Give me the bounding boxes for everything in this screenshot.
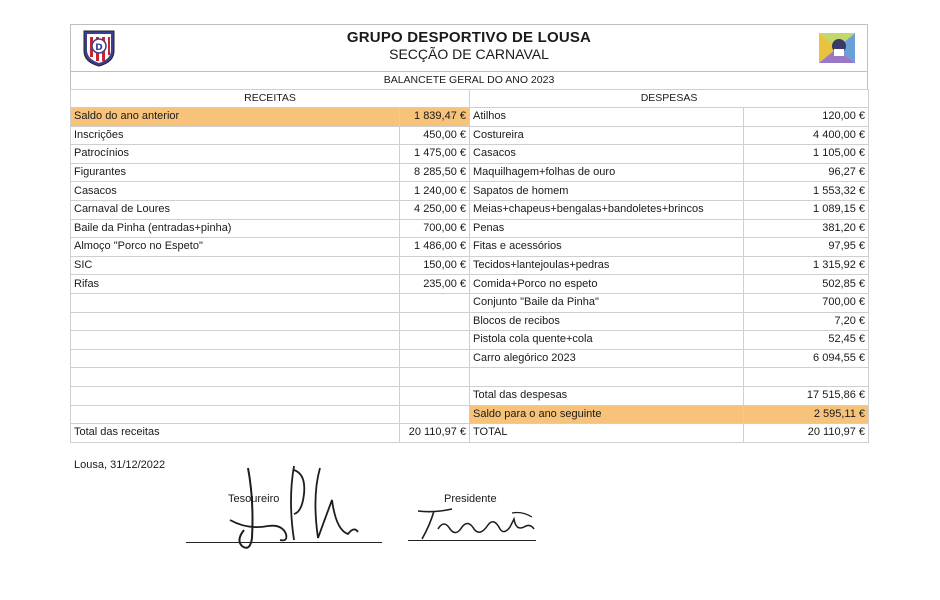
receita-amount: 8 285,50 € <box>400 163 470 182</box>
receita-amount <box>400 405 470 424</box>
receita-amount <box>400 331 470 350</box>
table-row <box>71 200 869 219</box>
treasurer-label: Tesoureiro <box>228 493 280 505</box>
despesa-label: Saldo para o ano seguinte <box>470 405 744 424</box>
despesa-amount: 7,20 € <box>744 312 869 331</box>
despesa-amount: 1 105,00 € <box>744 145 869 164</box>
receita-amount <box>400 349 470 368</box>
table-row <box>71 238 869 257</box>
receita-amount: 450,00 € <box>400 126 470 145</box>
receita-amount: 150,00 € <box>400 256 470 275</box>
receita-amount: 1 839,47 € <box>400 108 470 127</box>
table-row <box>71 163 869 182</box>
despesa-label: Sapatos de homem <box>470 182 744 201</box>
table-row <box>71 331 869 350</box>
receita-label: Rifas <box>71 275 400 294</box>
despesa-amount: 1 553,32 € <box>744 182 869 201</box>
despesa-amount: 4 400,00 € <box>744 126 869 145</box>
despesa-label: Pistola cola quente+cola <box>470 331 744 350</box>
despesas-header: DESPESAS <box>470 90 869 108</box>
receita-amount: 20 110,97 € <box>400 424 470 443</box>
treasurer-signature-line <box>186 542 382 543</box>
despesa-label: Total das despesas <box>470 386 744 405</box>
despesa-amount: 120,00 € <box>744 108 869 127</box>
despesa-amount: 700,00 € <box>744 293 869 312</box>
despesa-label <box>470 368 744 387</box>
receitas-header: RECEITAS <box>71 90 470 108</box>
president-label: Presidente <box>444 493 497 505</box>
despesa-label: Blocos de recibos <box>470 312 744 331</box>
document-subtitle: SECÇÃO DE CARNAVAL <box>389 46 549 62</box>
despesa-amount: 52,45 € <box>744 331 869 350</box>
table-row <box>71 145 869 164</box>
despesa-label: Tecidos+lantejoulas+pedras <box>470 256 744 275</box>
despesa-amount: 97,95 € <box>744 238 869 257</box>
despesa-label: Comida+Porco no espeto <box>470 275 744 294</box>
svg-text:D: D <box>95 43 103 53</box>
place-date: Lousa, 31/12/2022 <box>74 459 166 471</box>
receita-amount: 4 250,00 € <box>400 200 470 219</box>
despesa-amount: 1 315,92 € <box>744 256 869 275</box>
despesa-label: Casacos <box>470 145 744 164</box>
receita-amount: 700,00 € <box>400 219 470 238</box>
receita-amount: 1 486,00 € <box>400 238 470 257</box>
receita-label <box>71 312 400 331</box>
receita-amount: 235,00 € <box>400 275 470 294</box>
balance-title: BALANCETE GERAL DO ANO 2023 <box>70 71 868 89</box>
receita-label <box>71 368 400 387</box>
document-title: GRUPO DESPORTIVO DE LOUSA <box>346 29 592 46</box>
despesa-amount: 6 094,55 € <box>744 349 869 368</box>
despesa-label: Maquilhagem+folhas de ouro <box>470 163 744 182</box>
receita-amount: 1 240,00 € <box>400 182 470 201</box>
receita-amount <box>400 386 470 405</box>
receita-label: SIC <box>71 256 400 275</box>
table-row <box>71 275 869 294</box>
receita-label: Carnaval de Loures <box>71 200 400 219</box>
receita-label: Total das receitas <box>71 424 400 443</box>
despesa-amount: 502,85 € <box>744 275 869 294</box>
table-row <box>71 312 869 331</box>
document-header <box>70 24 868 71</box>
receita-label <box>71 386 400 405</box>
table-row <box>71 219 869 238</box>
column-header-row <box>71 90 869 108</box>
carnival-emblem-icon <box>817 29 857 67</box>
president-signature-line <box>408 540 536 541</box>
receita-label: Patrocínios <box>71 145 400 164</box>
despesa-amount: 17 515,86 € <box>744 386 869 405</box>
table-row <box>71 256 869 275</box>
receita-amount <box>400 312 470 331</box>
table-row <box>71 126 869 145</box>
receita-label: Almoço "Porco no Espeto" <box>71 238 400 257</box>
despesa-amount: 381,20 € <box>744 219 869 238</box>
balance-sheet <box>70 24 868 443</box>
table-row <box>71 108 869 127</box>
receita-label <box>71 293 400 312</box>
receita-label: Inscrições <box>71 126 400 145</box>
treasurer-signature <box>208 460 378 560</box>
despesa-amount <box>744 368 869 387</box>
receita-label <box>71 331 400 350</box>
table-row <box>71 182 869 201</box>
table-row <box>71 293 869 312</box>
despesa-label: Penas <box>470 219 744 238</box>
receita-amount <box>400 293 470 312</box>
despesa-label: Meias+chapeus+bengalas+bandoletes+brincos <box>470 200 744 219</box>
despesa-amount: 2 595,11 € <box>744 405 869 424</box>
despesa-label: Costureira <box>470 126 744 145</box>
despesa-label: Fitas e acessórios <box>470 238 744 257</box>
table-row <box>71 405 869 424</box>
table-row <box>71 349 869 368</box>
receita-label: Saldo do ano anterior <box>71 108 400 127</box>
receita-label: Baile da Pinha (entradas+pinha) <box>71 219 400 238</box>
despesa-label: Conjunto "Baile da Pinha" <box>470 293 744 312</box>
table-row <box>71 386 869 405</box>
president-signature <box>404 505 544 545</box>
despesa-label: Carro alegórico 2023 <box>470 349 744 368</box>
receita-amount <box>400 368 470 387</box>
receita-label: Casacos <box>71 182 400 201</box>
despesa-amount: 96,27 € <box>744 163 869 182</box>
despesa-label: TOTAL <box>470 424 744 443</box>
receita-amount: 1 475,00 € <box>400 145 470 164</box>
receita-label <box>71 405 400 424</box>
despesa-label: Atilhos <box>470 108 744 127</box>
despesa-amount: 20 110,97 € <box>744 424 869 443</box>
receita-label <box>71 349 400 368</box>
balance-table <box>70 89 869 443</box>
table-row <box>71 424 869 443</box>
table-row <box>71 368 869 387</box>
receita-label: Figurantes <box>71 163 400 182</box>
despesa-amount: 1 089,15 € <box>744 200 869 219</box>
